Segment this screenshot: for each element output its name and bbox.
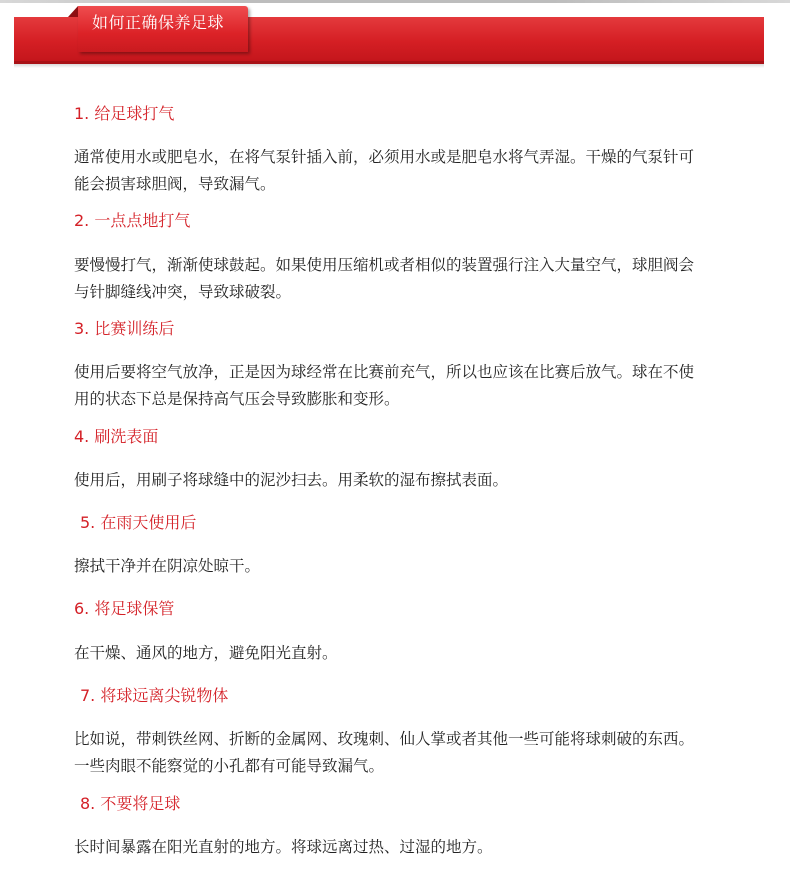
section-body-8: 长时间暴露在阳光直射的地方。将球远离过热、过湿的地方。 xyxy=(74,838,493,856)
section-heading-4: 4. 刷洗表面 xyxy=(74,427,159,446)
page-title: 如何正确保养足球 xyxy=(92,13,225,32)
section-heading-6: 6. 将足球保管 xyxy=(74,599,175,618)
section-body-4: 使用后，用刷子将球缝中的泥沙扫去。用柔软的湿布擦拭表面。 xyxy=(74,471,509,489)
section-body-7: 比如说，带刺铁丝网、折断的金属网、玫瑰刺、仙人掌或者其他一些可能将球刺破的东西。一些肉眼不能察觉的小孔都有可能导致漏气。 xyxy=(74,730,695,775)
section-heading-8: 8. 不要将足球 xyxy=(80,794,181,813)
section-body-5: 擦拭干净并在阴凉处晾干。 xyxy=(74,557,261,575)
section-body-6: 在干燥、通风的地方，避免阳光直射。 xyxy=(74,644,338,662)
section-heading-3: 3. 比赛训练后 xyxy=(74,319,175,338)
section-heading-1: 1. 给足球打气 xyxy=(74,104,175,123)
section-body-2: 要慢慢打气，渐渐使球鼓起。如果使用压缩机或者相似的装置强行注入大量空气，球胆阀会与针脚缝线冲突，导致球破裂。 xyxy=(74,256,695,301)
section-body-1: 通常使用水或肥皂水，在将气泵针插入前，必须用水或是肥皂水将气弄湿。干燥的气泵针可能会损害球胆阀，导致漏气。 xyxy=(74,148,695,193)
section-heading-5: 5. 在雨天使用后 xyxy=(80,513,197,532)
section-body-3: 使用后要将空气放净，正是因为球经常在比赛前充气，所以也应该在比赛后放气。球在不使用的状态下总是保持高气压会导致膨胀和变形。 xyxy=(74,363,695,408)
section-heading-2: 2. 一点点地打气 xyxy=(74,211,191,230)
section-heading-7: 7. 将球远离尖锐物体 xyxy=(80,686,229,705)
